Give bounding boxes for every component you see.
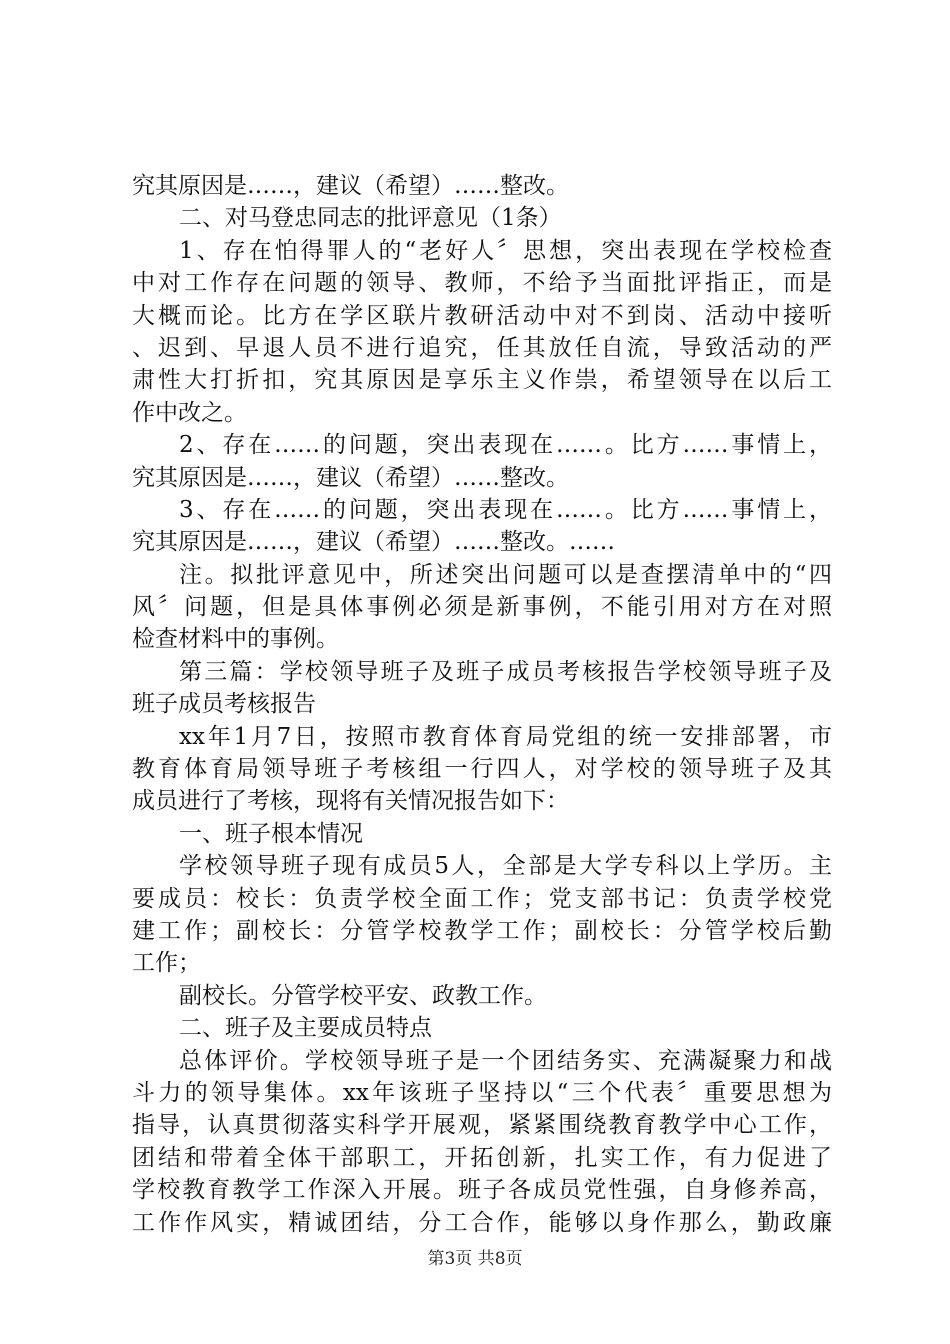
- text-line: 要成员：校长：负责学校全面工作；党支部书记：负责学校党: [132, 885, 832, 912]
- text-line: 团结和带着全体干部职工，开拓创新，扎实工作，有力促进了: [132, 1144, 832, 1171]
- text-line: 作中改之。: [132, 399, 247, 426]
- text-line: 中对工作存在问题的领导、教师，不给予当面批评指正，而是: [132, 270, 832, 297]
- text-line: 学校领导班子现有成员5人，全部是大学专科以上学历。主: [179, 853, 832, 880]
- text-line: 工作；: [132, 950, 201, 977]
- text-line: 、迟到、早退人员不进行追究，任其放任自流，导致活动的严: [132, 334, 832, 361]
- text-line: 二、班子及主要成员特点: [179, 1015, 432, 1042]
- text-line: xx年1月7日，按照市教育体育局党组的统一安排部署，市: [179, 723, 832, 750]
- text-line: 总体评价。学校领导班子是一个团结务实、充满凝聚力和战: [179, 1047, 832, 1074]
- text-line: 建工作；副校长：分管学校教学工作；副校长：分管学校后勤: [132, 917, 832, 944]
- text-line: 究其原因是……，建议（希望）……整改。……: [132, 529, 615, 556]
- text-line: 一、班子根本情况: [179, 820, 363, 847]
- text-line: 3、存在……的问题，突出表现在……。比方……事情上，: [179, 496, 832, 523]
- text-line: 大概而论。比方在学区联片教研活动中对不到岗、活动中接听: [132, 302, 832, 329]
- text-line: 风〞问题，但是具体事例必须是新事例，不能引用对方在对照: [132, 594, 832, 621]
- document-body: [132, 170, 832, 1239]
- text-line: 工作作风实，精诚团结，分工合作，能够以身作那么，勤政廉: [132, 1209, 832, 1236]
- text-line: 究其原因是……，建议（希望）……整改。: [132, 464, 569, 491]
- text-line: 副校长。分管学校平安、政教工作。: [179, 982, 547, 1009]
- text-line: 斗力的领导集体。xx年该班子坚持以“三个代表〞重要思想为: [132, 1079, 832, 1106]
- text-line: 教育体育局领导班子考核组一行四人，对学校的领导班子及其: [132, 756, 832, 783]
- text-line: 1、存在怕得罪人的“老好人〞思想，突出表现在学校检查: [179, 237, 832, 264]
- text-line: 指导，认真贯彻落实科学开展观，紧紧围绕教育教学中心工作，: [132, 1112, 832, 1139]
- text-line: 检查材料中的事例。: [132, 626, 339, 653]
- text-line: 第三篇：学校领导班子及班子成员考核报告学校领导班子及: [179, 658, 832, 685]
- text-line: 究其原因是……，建议（希望）……整改。: [132, 173, 569, 199]
- page-number: 第3页 共8页: [427, 1249, 523, 1269]
- text-line: 二、对马登忠同志的批评意见（1条）: [179, 205, 562, 232]
- text-line: 班子成员考核报告: [132, 691, 316, 718]
- text-line: 学校教育教学工作深入开展。班子各成员党性强，自身修养高，: [132, 1177, 832, 1204]
- text-line: 成员进行了考核，现将有关情况报告如下：: [132, 788, 569, 815]
- text-line: 肃性大打折扣，究其原因是享乐主义作祟，希望领导在以后工: [132, 367, 832, 394]
- text-line: 注。拟批评意见中，所述突出问题可以是查摆清单中的“四: [179, 561, 832, 588]
- text-line: 2、存在……的问题，突出表现在……。比方……事情上，: [179, 432, 832, 459]
